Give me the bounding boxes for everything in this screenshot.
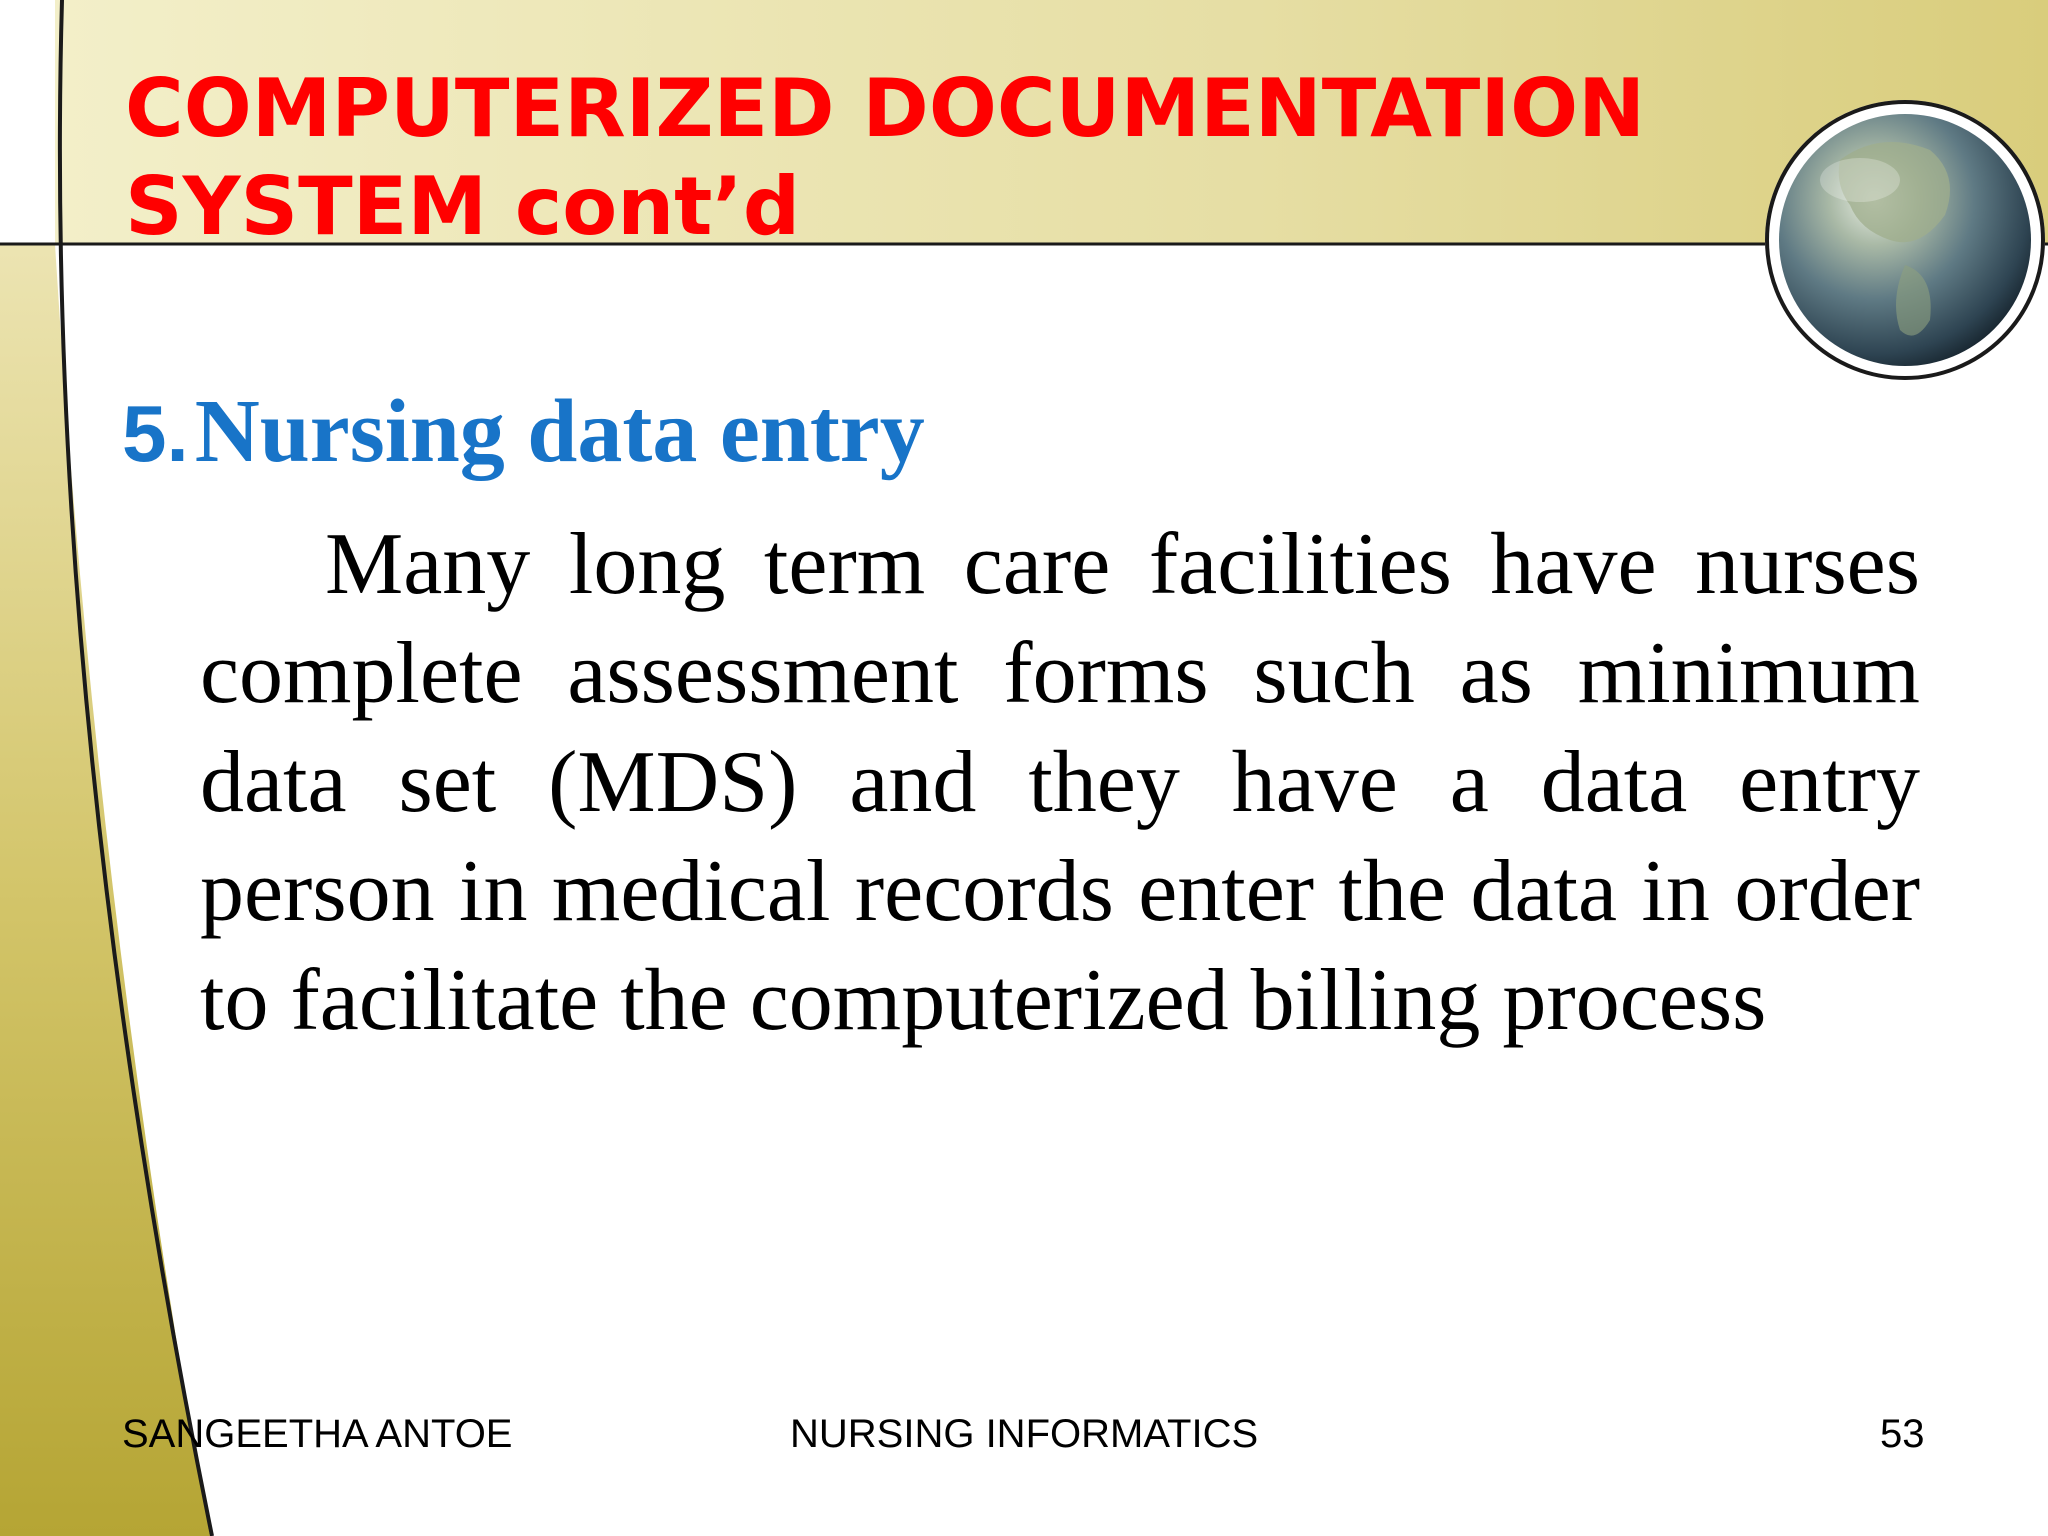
footer-page-number: 53 [1880, 1412, 1925, 1456]
slide-title-line-2: SYSTEM cont’d [125, 160, 801, 253]
footer-author: SANGEETHA ANTOE [122, 1412, 513, 1456]
section-number: 5. [122, 389, 189, 478]
slide-title-line-1: COMPUTERIZED DOCUMENTATION [125, 62, 1646, 155]
slide-title [125, 60, 1685, 256]
body-paragraph: Many long term care facilities have nurses complete assessment forms such as minimum data set (MDS) and they have a data entry person in medical records enter the data in order to facilitate the computerized billing process [200, 516, 1920, 1049]
footer-course: NURSING INFORMATICS [790, 1412, 1259, 1456]
section-heading-text: Nursing data entry [194, 382, 925, 481]
globe-icon [1765, 100, 2045, 380]
section-heading [122, 380, 925, 483]
